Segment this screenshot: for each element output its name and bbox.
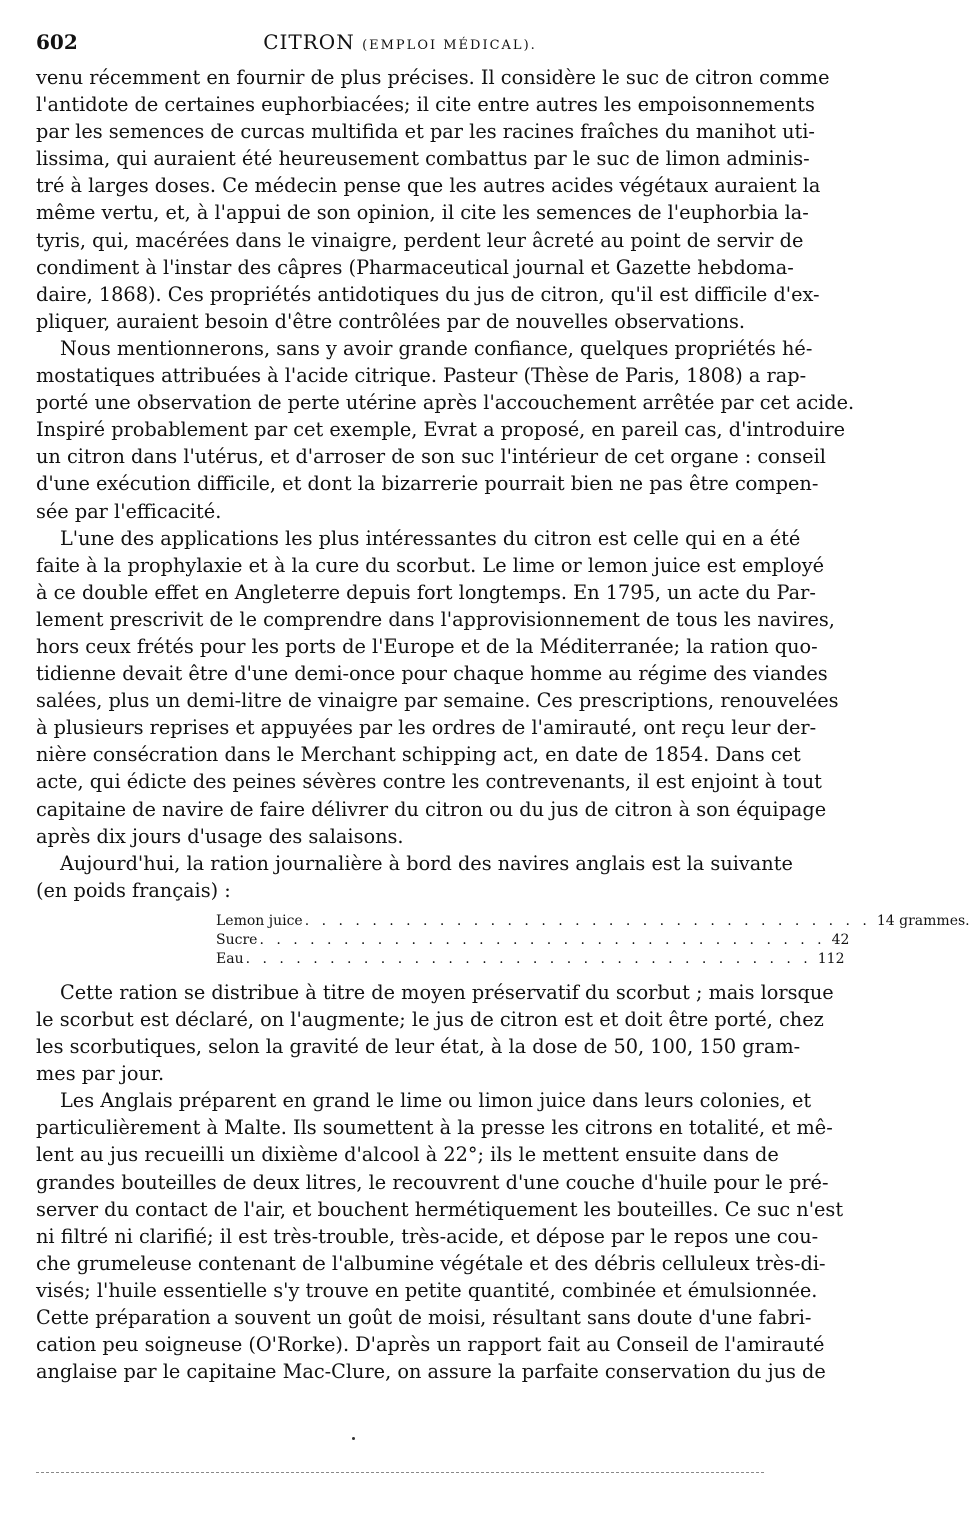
paragraph <box>36 1087 844 1385</box>
text-line: tidienne devait être d'une demi-once pour chaque homme au régime des viandes <box>36 662 828 686</box>
text-line: visés; l'huile essentielle s'y trouve en petite quantité, combinée et émulsionnée. <box>36 1278 818 1302</box>
running-title-main: CITRON <box>263 30 355 54</box>
text-line: les scorbutiques, selon la gravité de leur état, à la dose de 50, 100, 150 gram- <box>36 1035 801 1059</box>
text-line: même vertu, et, à l'appui de son opinion, il cite les semences de l'euphorbia la- <box>36 201 809 225</box>
text-line: che grumeleuse contenant de l'albumine végétale et des débris celluleux très-di- <box>36 1251 826 1275</box>
text-line: lent au jus recueilli un dixième d'alcool à 22°; ils le mettent ensuite dans de <box>36 1143 779 1167</box>
paragraph <box>36 979 834 1087</box>
ration-row <box>216 912 970 931</box>
text-line: nière consécration dans le Merchant schipping act, en date de 1854. Dans cet <box>36 743 801 767</box>
text-line: capitaine de navire de faire délivrer du citron ou du jus de citron à son équipage <box>36 797 827 821</box>
paragraphs-after-table <box>36 979 844 1385</box>
text-line: Cette préparation a souvent un goût de moisi, résultant sans doute d'une fabri- <box>36 1306 812 1330</box>
text-line: Aujourd'hui, la ration journalière à bord des navires anglais est la suivante <box>60 851 793 875</box>
text-line: daire, 1868). Ces propriétés antidotiques du jus de citron, qu'il est difficile d'ex- <box>36 282 820 306</box>
ration-item-name: Sucre <box>216 931 258 948</box>
text-line: venu récemment en fournir de plus précises. Il considère le suc de citron comme <box>36 66 830 89</box>
page-header <box>36 30 764 60</box>
text-line: cation peu soigneuse (O'Rorke). D'après un rapport fait au Conseil de l'amirauté <box>36 1333 825 1357</box>
ration-item-value: 112 <box>817 950 845 967</box>
text-line: Inspiré probablement par cet exemple, Evrat a proposé, en pareil cas, d'introduire <box>36 418 846 442</box>
footer-rule <box>36 1472 764 1473</box>
text-line: d'une exécution difficile, et dont la bizarrerie pourrait bien ne pas être compen- <box>36 472 819 496</box>
text-line: pliquer, auraient besoin d'être contrôlées par de nouvelles observations. <box>36 309 746 333</box>
ink-speck <box>352 1437 355 1440</box>
text-line: anglaise par le capitaine Mac-Clure, on assure la parfaite conservation du jus de <box>36 1360 826 1384</box>
text-line: condiment à l'instar des câpres (Pharmaceutical journal et Gazette hebdoma- <box>36 255 794 279</box>
text-line: acte, qui édicte des peines sévères contre les contrevenants, il est enjoint à tout <box>36 770 822 794</box>
text-line: mostatiques attribuées à l'acide citrique. Pasteur (Thèse de Paris, 1808) a rap- <box>36 364 807 388</box>
text-line: tyris, qui, macérées dans le vinaigre, perdent leur âcreté au point de servir de <box>36 228 804 252</box>
ration-table <box>216 912 970 969</box>
text-line: tré à larges doses. Ce médecin pense que les autres acides végétaux auraient la <box>36 174 821 198</box>
text-line: à plusieurs reprises et appuyées par les ordres de l'amirauté, ont reçu leur der- <box>36 716 817 740</box>
text-line: lissima, qui auraient été heureusement combattus par le suc de limon adminis- <box>36 147 810 171</box>
text-line: porté une observation de perte utérine après l'accouchement arrêtée par cet acide. <box>36 391 855 415</box>
paragraph <box>36 525 839 850</box>
paragraphs-before-table <box>36 64 855 904</box>
running-title-sub: (EMPLOI MÉDICAL). <box>362 38 537 53</box>
text-line: hors ceux frétés pour les ports de l'Europe et de la Méditerranée; la ration quo- <box>36 634 818 658</box>
ration-item-value: 42 <box>831 931 850 948</box>
text-line: à ce double effet en Angleterre depuis fort longtemps. En 1795, un acte du Par- <box>36 580 816 604</box>
text-line: salées, plus un demi-litre de vinaigre par semaine. Ces prescriptions, renouvelées <box>36 689 839 713</box>
page-number: 602 <box>36 30 78 54</box>
text-line: après dix jours d'usage des salaisons. <box>36 824 404 848</box>
ration-item-name: Lemon juice <box>216 912 303 929</box>
text-line: L'une des applications les plus intéressantes du citron est celle qui en a été <box>60 526 801 550</box>
text-line: (en poids français) : <box>36 878 231 902</box>
ration-item-value: 14 grammes. <box>876 912 970 929</box>
leader-dots <box>244 950 812 969</box>
running-title <box>36 30 764 54</box>
paragraph <box>36 850 793 904</box>
text-line: l'antidote de certaines euphorbiacées; il cite entre autres les empoisonnements <box>36 93 815 117</box>
text-line: grandes bouteilles de deux litres, le recouvrent d'une couche d'huile pour le pré- <box>36 1170 829 1194</box>
text-line: Les Anglais préparent en grand le lime ou limon juice dans leurs colonies, et <box>60 1089 812 1113</box>
text-line: lement prescrivit de le comprendre dans l'approvisionnement de tous les navires, <box>36 607 835 631</box>
leader-dots <box>303 912 871 931</box>
text-line: mes par jour. <box>36 1062 165 1086</box>
body-text <box>36 64 970 1385</box>
paragraph <box>36 335 855 525</box>
text-line: server du contact de l'air, et bouchent hermétiquement les bouteilles. Ce suc n'est <box>36 1197 844 1221</box>
leader-dots <box>257 931 825 950</box>
text-line: ni filtré ni clarifié; il est très-trouble, très-acide, et dépose par le repos une cou- <box>36 1224 819 1248</box>
ration-item-name: Eau <box>216 950 244 967</box>
text-line: par les semences de curcas multifida et par les racines fraîches du manihot uti- <box>36 120 815 144</box>
text-line: faite à la prophylaxie et à la cure du scorbut. Le lime or lemon juice est employé <box>36 553 825 577</box>
text-line: sée par l'efficacité. <box>36 499 222 523</box>
text-line: Cette ration se distribue à titre de moyen préservatif du scorbut ; mais lorsque <box>60 980 834 1004</box>
text-line: particulièrement à Malte. Ils soumettent à la presse les citrons en totalité, et mê- <box>36 1116 833 1140</box>
ration-row <box>216 931 850 950</box>
text-line: un citron dans l'utérus, et d'arroser de son suc l'intérieur de cet organe : conseil <box>36 445 826 469</box>
text-line: le scorbut est déclaré, on l'augmente; le jus de citron est et doit être porté, chez <box>36 1008 824 1031</box>
ration-row <box>216 950 845 969</box>
text-line: Nous mentionnerons, sans y avoir grande confiance, quelques propriétés hé- <box>60 336 813 360</box>
paragraph <box>36 64 830 335</box>
